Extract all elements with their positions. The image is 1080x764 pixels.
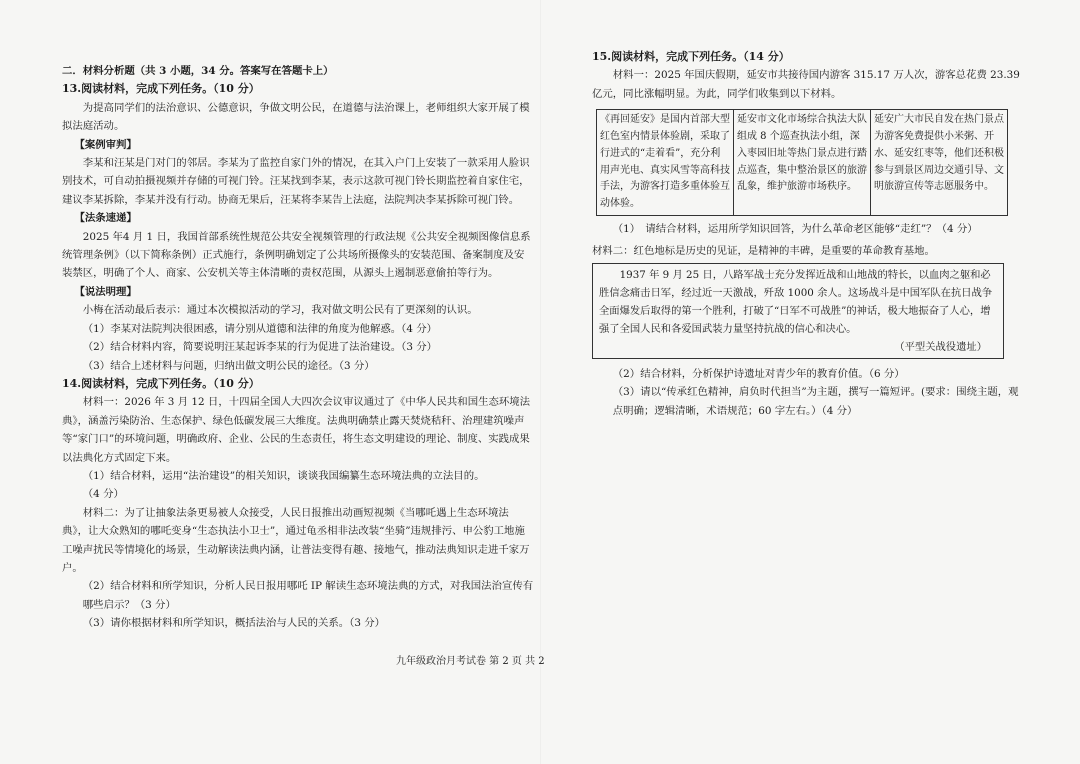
page-fold: [540, 0, 541, 764]
q15-task-1: （1） 请结合材料，运用所学知识回答，为什么革命老区能够“走红”？（4 分）: [612, 223, 978, 235]
right-column: [592, 0, 1022, 420]
law-tag: 【法条速递】: [74, 212, 137, 225]
table-row: [597, 110, 1008, 216]
q14-material-2: 材料二：为了让抽象法条更易被人众接受，人民日报推出动画短视频《当哪吒遇上生态环境法典》，让大众熟知的哪吒变身“生态执法小卫士”，通过龟丞相非法改装“坐骑”违规排污、申公豹工地施工噪声扰民等情境化的场景，生动解读法典内涵，让普法变得有趣、接地气，推动法典知识走进千家万户。: [62, 506, 530, 574]
q13-task-3: （3）结合上述材料与问题，归纳出做文明公民的途径。（3 分）: [82, 359, 375, 372]
q13-title: 13.阅读材料，完成下列任务。（10 分）: [62, 82, 260, 96]
q14-task-2: （2）结合材料和所学知识，分析人民日报用哪吒 IP 解读生态环境法典的方式，对我国法治宣传有哪些启示？（3 分）: [82, 580, 534, 611]
case-text: 李某和汪某是门对门的邻居。李某为了监控自家门外的情况，在其入户门上安装了一款采用人脸识别技术，可自动拍摄视频并存储的可视门铃。汪某找到李某，表示这款可视门铃长期监控着自家住宅，建议李某拆除，李某并没有行动。协商无果后，汪某将李某告上法庭，法院判决李某拆除可视门铃。: [62, 157, 530, 206]
q14-title: 14.阅读材料，完成下列任务。（10 分）: [62, 376, 260, 390]
table-cell: 延安市文化市场综合执法大队组成 8 个巡查执法小组，深入枣园旧址等热门景点进行踏点巡查，集中整治景区的旅游乱象，维护旅游市场秩序。: [734, 110, 871, 216]
section-heading: 二．材料分析题（共 3 小题，34 分。答案写在答题卡上）: [62, 65, 334, 77]
q13-intro: 为提高同学们的法治意识、公德意识，争做文明公民，在道德与法治课上，老师组织大家开展了模拟法庭活动。: [62, 101, 530, 133]
q15-task-2: （2）结合材料，分析保护诗遗址对青少年的教育价值。（6 分）: [612, 367, 905, 380]
q14-material-1: 材料一：2026 年 3 月 12 日，十四届全国人大四次会议审议通过了《中华人民共和国生态环境法典》，涵盖污染防治、生态保护、绿色低碳发展三大维度。法典明确禁止露天焚烧秸秆、治理建筑噪声等“家门口”的环境问题，明确政府、企业、公民的生态责任，将生态文明建设的理论、制度、实践成果以法典化方式固定下来。: [62, 396, 531, 464]
table-cell: 延安广大市民自发在热门景点为游客免费提供小米粥、开水、延安红枣等，他们还积极参与到景区周边交通引导、文明旅游宣传等志愿服务中。: [871, 110, 1008, 216]
material-table: [596, 109, 1008, 216]
case-tag: 【案例审判】: [74, 138, 137, 151]
left-column: [62, 0, 534, 633]
material-2-box: [592, 263, 1004, 359]
table-cell: 《再回延安》是国内首部大型红色室内情景体验剧，采取了行进式的“走着看”，充分利用声光电、真实风雪等高科技手法，为游客打造多重体验互动体验。: [597, 110, 734, 216]
material-2-text: 1937 年 9 月 25 日，八路军战士充分发挥近战和山地战的特长，以血肉之躯和必胜信念痛击日军，经过近一天激战，歼敌 1000 余人。这场战斗是中国军队在抗日战争全面爆发后取得的第一个胜利，打破了“日军不可战胜”的神话，极大地振奋了人心，增强了全国人民和各爱国武装力量坚持抗战的信心和决心。: [599, 268, 993, 335]
explain-text: 小梅在活动最后表示：通过本次模拟活动的学习，我对做文明公民有了更深刻的认识。: [82, 304, 478, 317]
page-footer: 九年级政治月考试卷 第 2 页 共 2: [396, 656, 545, 667]
q14-task-3: （3）请你根据材料和所学知识，概括法治与人民的关系。（3 分）: [82, 617, 386, 630]
q13-task-2: （2）结合材料内容，简要说明汪某起诉李某的行为促进了法治建设。（3 分）: [82, 341, 438, 354]
q15-task-3: （3）请以“传承红色精神，肩负时代担当”为主题，撰写一篇短评。(要求：围绕主题，观点明确；逻辑清晰，术语规范；60 字左右。）（4 分）: [612, 386, 1019, 417]
q15-material-2-intro: 材料二：红色地标是历史的见证，是精神的丰碑，是重要的革命教育基地。: [592, 245, 935, 258]
q14-task-1-score: （4 分）: [82, 488, 124, 501]
material-2-source: （平型关战役遗址）: [894, 340, 987, 353]
q15-title: 15.阅读材料，完成下列任务。（14 分）: [592, 50, 790, 63]
q15-material-1: 材料一：2025 年国庆假期，延安市共接待国内游客 315.17 万人次，游客总花费 23.39 亿元，同比涨幅明显。为此，同学们收集到以下材料。: [592, 69, 1020, 100]
explain-tag: 【说法明理】: [74, 285, 137, 298]
q14-task-1: （1）结合材料，运用“法治建设”的相关知识，谈谈我国编纂生态环境法典的立法目的。: [82, 469, 485, 482]
q13-task-1: （1）李某对法院判决很困惑，请分别从道德和法律的角度为他解惑。（4 分）: [82, 322, 438, 335]
law-text: 2025 年4 月 1 日，我国首部系统性规范公共安全视频管理的行政法规《公共安全视频图像信息系统管理条例》（以下简称条例）正式施行，条例明确划定了公共场所摄像头的安装范围、备案制度及安装禁区，明确了个人、商家、公安机关等主体清晰的责权范围，从源头上遏制恶意偷拍等行为。: [62, 230, 531, 280]
